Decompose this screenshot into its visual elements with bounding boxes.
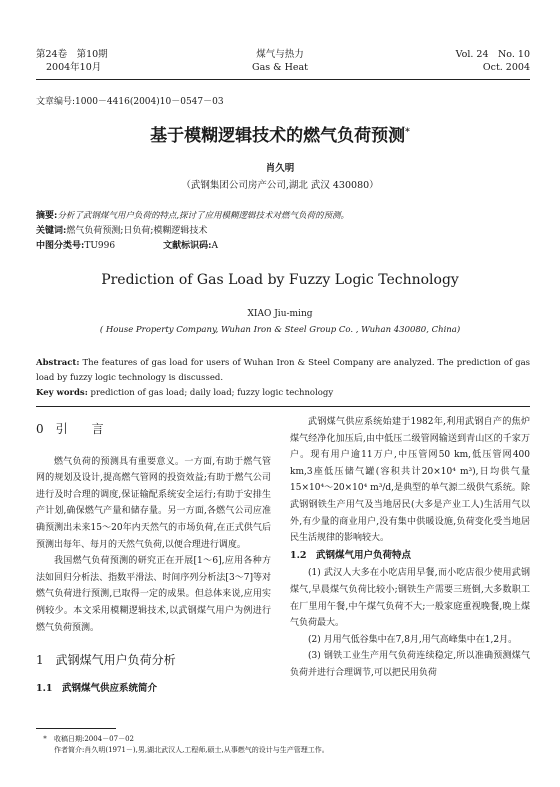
- title-cn: [0, 121, 560, 146]
- title-cn-text: 基于模糊逻辑技术的燃气负荷预测: [150, 126, 406, 146]
- header-date-cn: 2004年10月: [46, 62, 102, 73]
- abstract-cn-text: 分析了武钢煤气用户负荷的特点,探讨了应用模糊逻辑技术对燃气负荷的预测。: [57, 211, 350, 221]
- keywords-en-label: Key words:: [36, 388, 88, 398]
- footnote-received-text: 收稿日期:2004－07－02: [54, 735, 134, 743]
- affiliation-cn: （武钢集团公司房产公司,湖北 武汉 430080）: [181, 180, 379, 191]
- classification-line: [36, 239, 530, 254]
- section-1-1-paragraph: 武钢煤气供应系统始建于1982年,利用武钢自产的焦炉煤气经净化加压后,由中低压二级管网输送到青山区的千家万户。现有用户逾11万户,中压管网50 km,低压管网400 km,3座低压储气罐(容积共计20×10⁴ m³),日均供气量15×10⁴～20×10⁴ m³/d,是典型的单气源二级供气系统。除武钢钢铁生产用气及当地居民(大多是产业工人)生活用气以外,有少量的商业用户,没有集中供暖设施,负荷变化受当地居民生活规律的影响较大。: [290, 417, 530, 544]
- author-en: XIAO Jiu-ming: [247, 309, 313, 319]
- abstract-en: [36, 356, 530, 401]
- doc-code-value: A: [211, 241, 218, 251]
- header-journal-cn: 煤气与热力: [256, 49, 304, 60]
- footnote-received: [36, 734, 530, 745]
- abstract-cn-line: [36, 209, 530, 224]
- clc-value: TU996: [84, 241, 116, 251]
- header-journal-en: Gas & Heat: [251, 62, 308, 73]
- section-1-2-item-3: (3) 钢铁工业生产用气负荷连续稳定,所以准确预测煤气负荷并进行合理调节,可以把民用负荷: [290, 651, 530, 678]
- footnote-rule: [36, 728, 116, 729]
- header-rule: [36, 79, 530, 80]
- abstract-en-text: The features of gas load for users of Wuhan Iron & Steel Company are analyzed. The prediction of gas load by fuzzy logic technology is discussed.: [36, 358, 531, 383]
- section-1-heading: 1 武钢煤气用户负荷分析: [36, 653, 176, 668]
- footnote-mark: *: [43, 735, 47, 743]
- section-0-paragraph-2: 我国燃气负荷预测的研究正在开展[1～6],应用各种方法如回归分析法、指数平滑法、时间序列分析法[3～7]等对燃气负荷进行预测,已取得一定的成果。但总体来说,应用实例较少。本文采用模糊逻辑技术,以武钢煤气用户为例进行燃气负荷预测。: [36, 556, 271, 633]
- section-0-paragraph-1: 燃气负荷的预测具有重要意义。一方面,有助于燃气管网的规划及设计,提高燃气管网的投资效益;有助于燃气公司进行及时合理的调度,保证输配系统安全运行;有助于安排生产计划,确保燃气产量和储存量。另一方面,各燃气公司应准确预测出未来15～20年内天然气的市场负荷,在正式供气后预测出每年、每月的天然气负荷,以便合理进行调度。: [36, 456, 271, 550]
- abstract-cn: [36, 209, 530, 254]
- keywords-cn-text: 燃气负荷预测;日负荷;模糊逻辑技术: [66, 226, 208, 236]
- footnote-author: 作者简介:肖久明(1971－),男,湖北武汉人,工程师,硕士,从事燃气的设计与生产管理工作。: [54, 746, 329, 754]
- section-1-2-item-1: (1) 武汉人大多在小吃店用早餐,而小吃店很少使用武钢煤气,早晨煤气负荷比较小;钢铁生产需要三班倒,大多数职工在厂里用午餐,中午煤气负荷不大;一般家庭重视晚餐,晚上煤气负荷最大。: [290, 568, 530, 629]
- affiliation-en: ( House Property Company, Wuhan Iron & Steel Group Co. , Wuhan 430080, China): [99, 325, 461, 335]
- header-volume-en: Vol. 24 No. 10: [455, 49, 530, 60]
- abstract-en-label: Abstract:: [36, 358, 80, 368]
- keywords-cn-line: [36, 224, 530, 239]
- clc-label: 中图分类号:: [36, 241, 85, 251]
- title-footnote-mark: *: [405, 127, 410, 138]
- footnote: [36, 734, 530, 756]
- doc-code-label: 文献标识码:: [163, 241, 212, 251]
- header-issue-en: [380, 48, 530, 74]
- article-number: 文章编号:1000－4416(2004)10－0547－03: [36, 97, 224, 107]
- keywords-en-line: [36, 386, 530, 401]
- left-column: [36, 421, 271, 697]
- keywords-cn-label: 关键词:: [36, 226, 67, 236]
- section-0-heading: 0 引 言: [36, 422, 104, 436]
- section-1-2-heading: 1.2 武钢煤气用户负荷特点: [290, 549, 412, 561]
- right-column: [290, 414, 530, 682]
- abstract-rule: [36, 406, 530, 407]
- header-date-en: Oct. 2004: [482, 62, 530, 73]
- author-cn: 肖久明: [265, 163, 295, 174]
- header-volume-cn: 第24卷 第10期: [36, 49, 108, 60]
- section-1-1-heading: 1.1 武钢煤气供应系统简介: [36, 682, 158, 694]
- abstract-cn-label: 摘要:: [36, 211, 58, 221]
- title-en: Prediction of Gas Load by Fuzzy Logic Technology: [101, 272, 459, 288]
- section-1-2-item-2: (2) 月用气低谷集中在7,8月,用气高峰集中在1,2月。: [308, 634, 518, 645]
- abstract-en-para: [36, 356, 530, 386]
- keywords-en-text: prediction of gas load; daily load; fuzzy logic technology: [90, 388, 334, 398]
